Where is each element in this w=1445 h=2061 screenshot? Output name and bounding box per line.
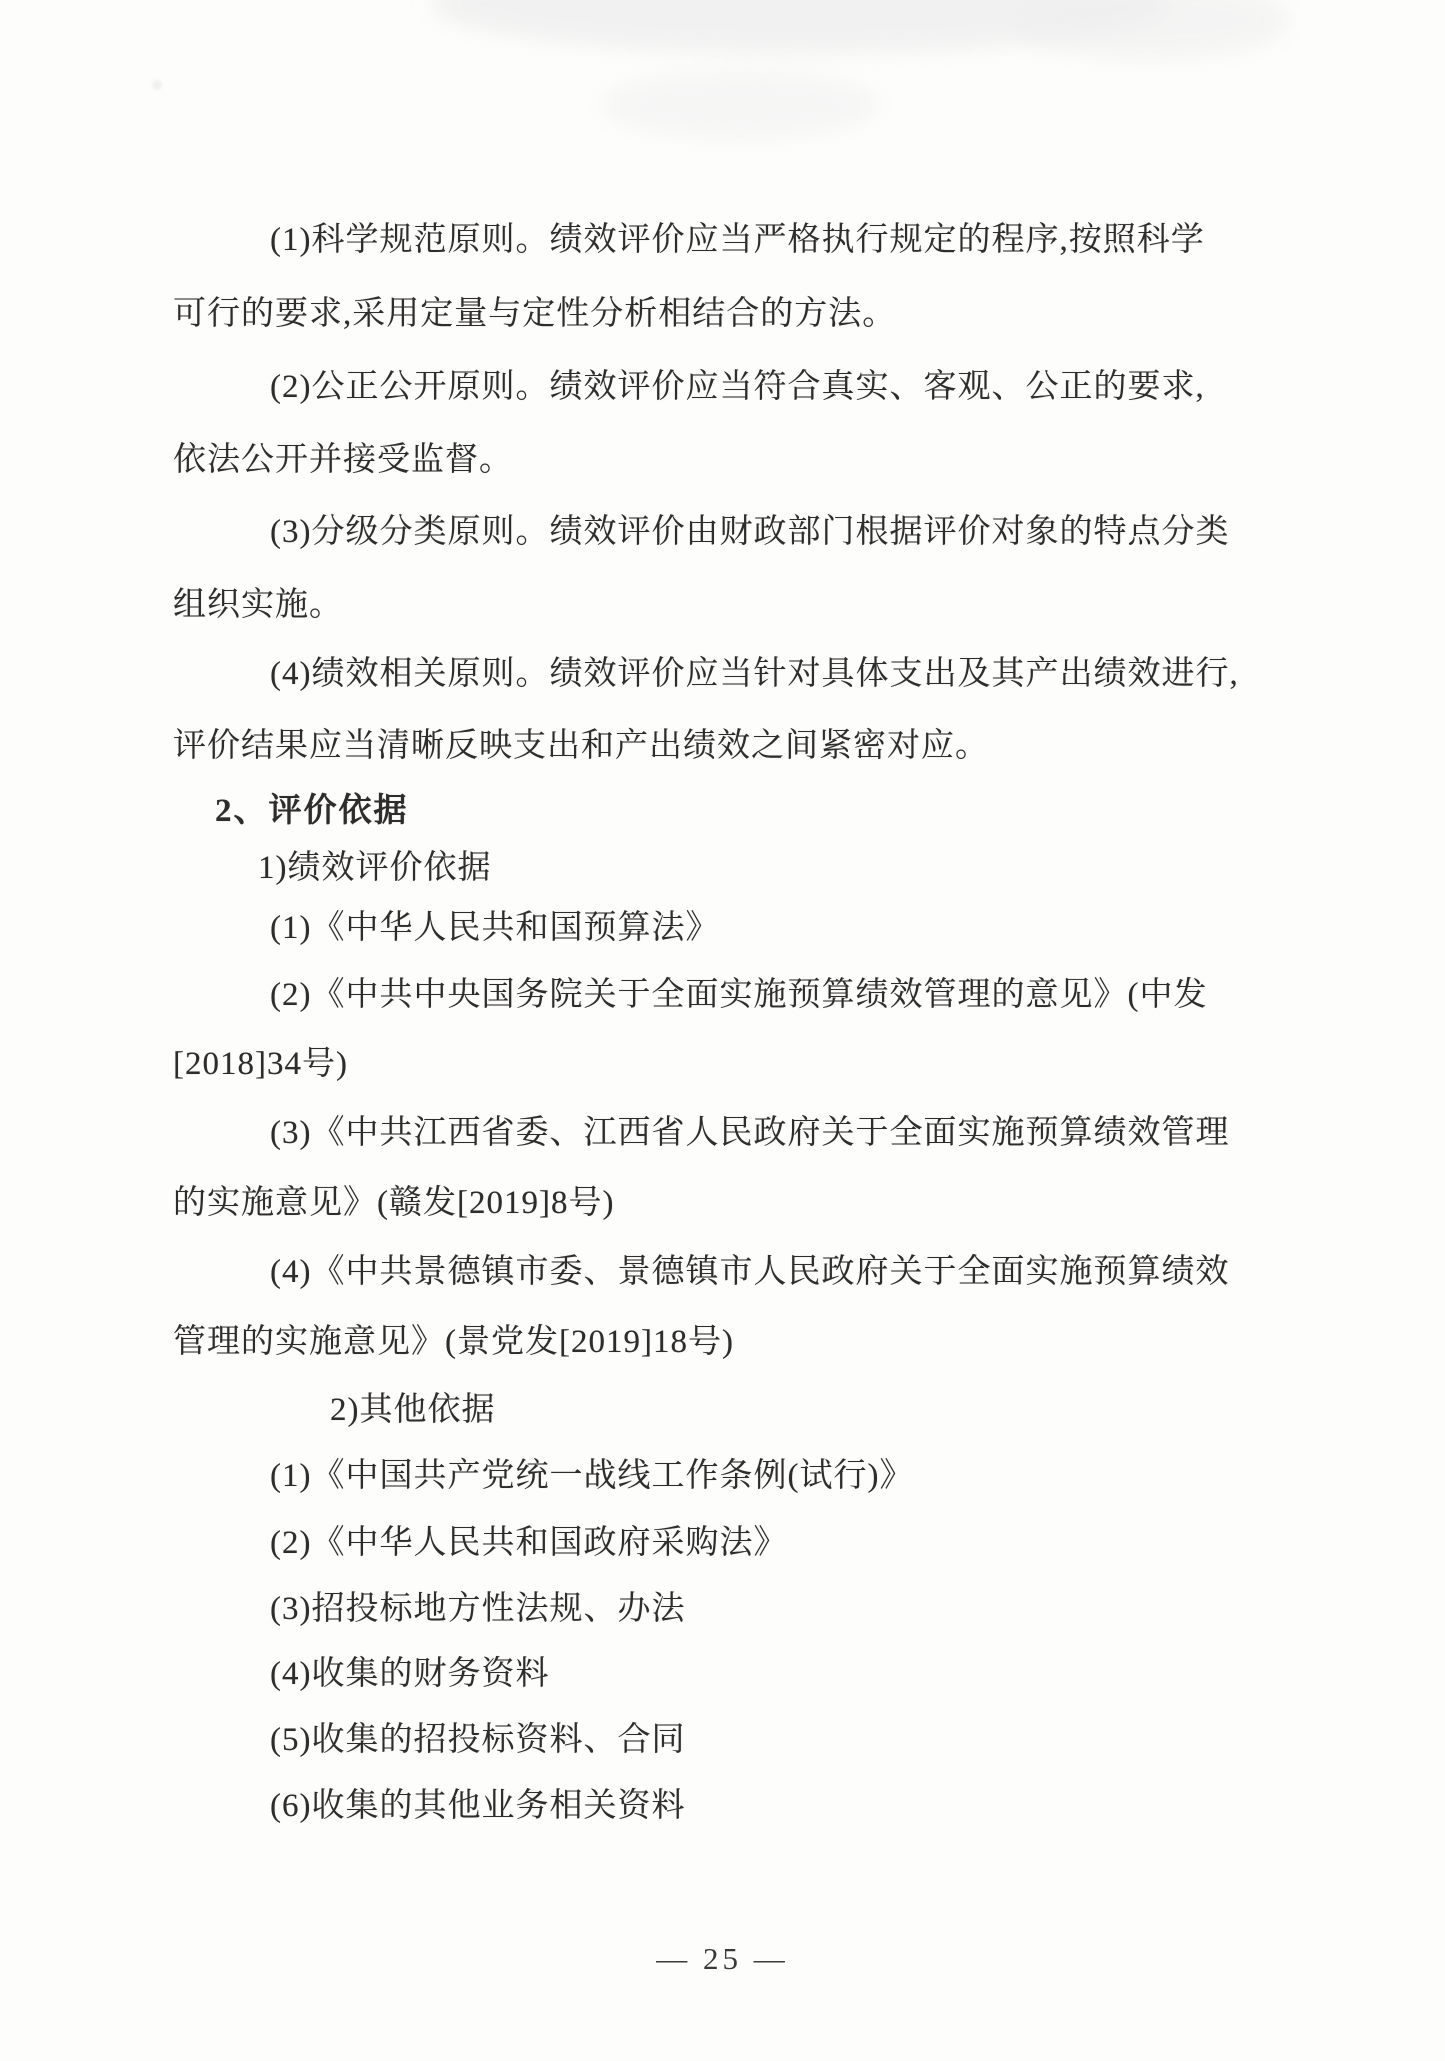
text-line-principle-1a: (1)科学规范原则。绩效评价应当严格执行规定的程序,按照科学 xyxy=(270,222,1205,258)
text-line-other-5: (5)收集的招投标资料、合同 xyxy=(270,1722,686,1758)
text-line-other-1: (1)《中国共产党统一战线工作条例(试行)》 xyxy=(270,1458,914,1494)
scan-artifact xyxy=(600,70,880,140)
text-line-principle-3b: 组织实施。 xyxy=(173,587,343,623)
text-line-basis-3a: (3)《中共江西省委、江西省人民政府关于全面实施预算绩效管理 xyxy=(270,1115,1230,1151)
text-line-other-3: (3)招投标地方性法规、办法 xyxy=(270,1591,686,1627)
text-line-principle-2b: 依法公开并接受监督。 xyxy=(173,442,513,478)
text-line-basis-4b: 管理的实施意见》(景党发[2019]18号) xyxy=(173,1324,734,1360)
section-heading-basis: 2、评价依据 xyxy=(215,793,409,829)
text-line-basis-2b: [2018]34号) xyxy=(173,1046,348,1082)
text-line-basis-4a: (4)《中共景德镇市委、景德镇市人民政府关于全面实施预算绩效 xyxy=(270,1254,1230,1290)
text-line-principle-3a: (3)分级分类原则。绩效评价由财政部门根据评价对象的特点分类 xyxy=(270,514,1230,550)
text-line-principle-1b: 可行的要求,采用定量与定性分析相结合的方法。 xyxy=(173,296,897,332)
text-line-principle-2a: (2)公正公开原则。绩效评价应当符合真实、客观、公正的要求, xyxy=(270,369,1205,405)
subsection-2-title: 2)其他依据 xyxy=(330,1392,496,1428)
scan-artifact xyxy=(1010,0,1290,60)
text-line-basis-1: (1)《中华人民共和国预算法》 xyxy=(270,910,720,946)
text-line-basis-3b: 的实施意见》(赣发[2019]8号) xyxy=(173,1185,615,1221)
text-line-other-4: (4)收集的财务资料 xyxy=(270,1656,550,1692)
page-number: — 25 — xyxy=(656,1941,789,1976)
scan-artifact xyxy=(152,80,162,90)
text-line-other-2: (2)《中华人民共和国政府采购法》 xyxy=(270,1525,788,1561)
text-line-principle-4b: 评价结果应当清晰反映支出和产出绩效之间紧密对应。 xyxy=(173,728,989,764)
subsection-1-title: 1)绩效评价依据 xyxy=(258,850,492,886)
text-line-other-6: (6)收集的其他业务相关资料 xyxy=(270,1788,686,1824)
text-line-principle-4a: (4)绩效相关原则。绩效评价应当针对具体支出及其产出绩效进行, xyxy=(270,656,1239,692)
text-line-basis-2a: (2)《中共中央国务院关于全面实施预算绩效管理的意见》(中发 xyxy=(270,977,1208,1013)
scan-artifact xyxy=(430,0,1170,54)
